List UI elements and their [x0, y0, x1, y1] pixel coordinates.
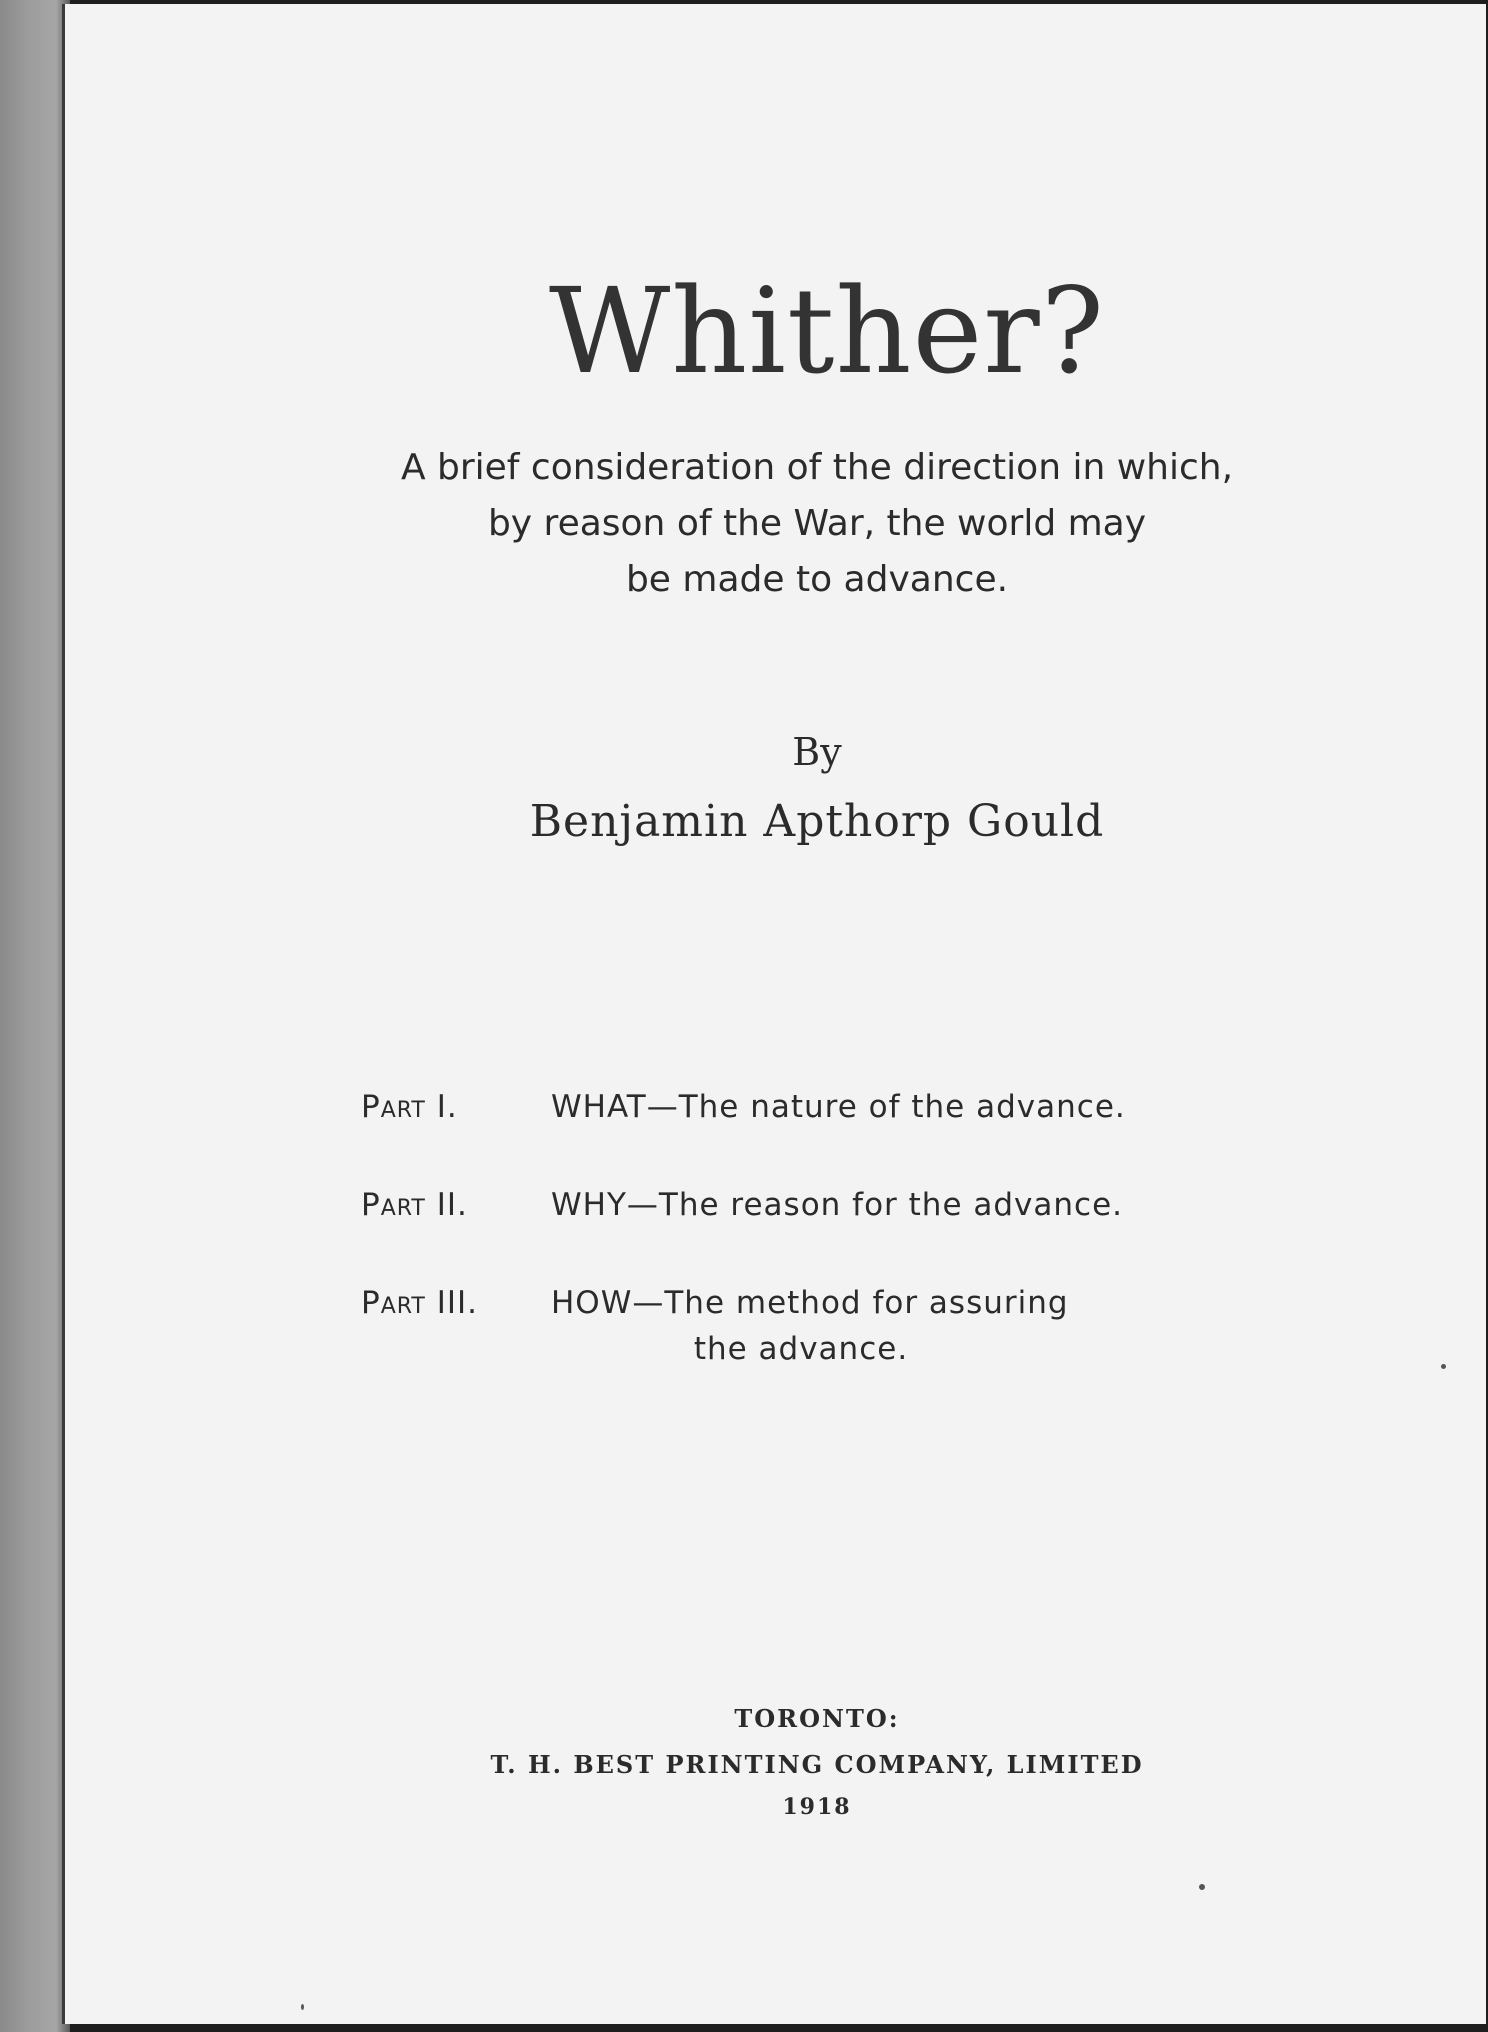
book-title: Whither? — [549, 262, 1105, 400]
imprint-publisher: T. H. BEST PRINTING COMPANY, LIMITED — [490, 1750, 1144, 1779]
part-description: WHY—The reason for the advance. — [551, 1187, 1124, 1223]
scan-speck — [1199, 1884, 1205, 1890]
part-description-block — [551, 1280, 1241, 1372]
part-description: WHAT—The nature of the advance. — [551, 1089, 1126, 1125]
scan-speck — [301, 2004, 304, 2010]
part-description-continuation: the advance. — [693, 1331, 909, 1367]
imprint-city: TORONTO: — [734, 1704, 900, 1733]
title-page — [62, 4, 1486, 2024]
author-name: Benjamin Apthorp Gould — [529, 796, 1105, 847]
subtitle-line: A brief consideration of the direction in which, — [400, 447, 1234, 488]
imprint-year: 1918 — [782, 1794, 852, 1820]
part-description: HOW—The method for assuring — [551, 1285, 1069, 1321]
part-row — [361, 1084, 1241, 1130]
part-label: Part I. — [361, 1089, 458, 1125]
subtitle-line: by reason of the War, the world may — [487, 503, 1147, 544]
part-row — [361, 1280, 1241, 1372]
parts-list — [361, 1084, 1241, 1424]
subtitle-line: be made to advance. — [625, 559, 1009, 600]
book-subtitle — [105, 440, 1488, 608]
part-label: Part III. — [361, 1285, 479, 1321]
scan-speck — [1441, 1364, 1446, 1369]
part-label: Part II. — [361, 1187, 468, 1223]
book-spine-edge — [0, 0, 70, 2032]
part-row — [361, 1182, 1241, 1228]
by-line: By — [792, 730, 842, 774]
